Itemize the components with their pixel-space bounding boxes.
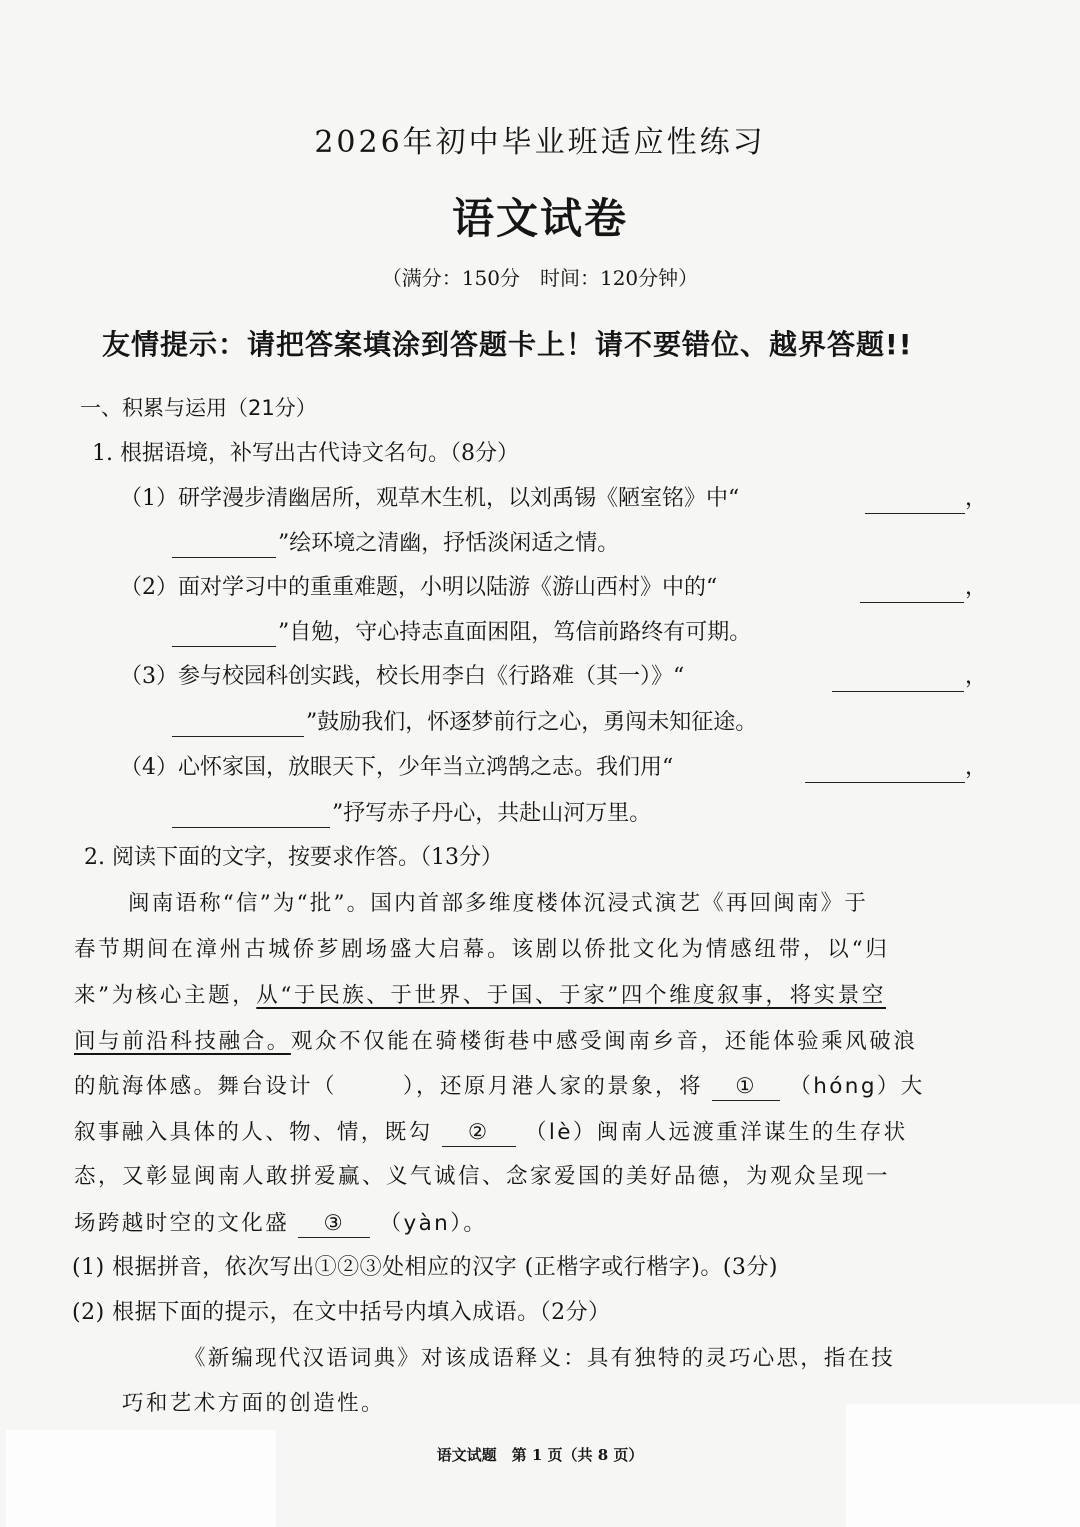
q1-item-3-line1 <box>120 666 684 688</box>
pinyin-yan: （yàn） <box>379 1211 464 1236</box>
q1-item-2-blank-b <box>172 645 276 647</box>
passage-line-4 <box>74 1031 918 1053</box>
blank-marker-1: ① <box>712 1075 780 1101</box>
subject-title: 语文试卷 <box>451 194 628 243</box>
q1-item-1-comma: ， <box>965 486 988 511</box>
section-heading: 一、积累与运用（21分） <box>80 396 317 420</box>
q1-item-1-line2: ”绘环境之清幽，抒恬淡闲适之情。 <box>278 531 620 556</box>
question-1-prompt: 1. 根据语境，补写出古代诗文名句。（8分） <box>92 441 519 466</box>
passage-line-3-start: 来”为核心主题， <box>74 983 257 1008</box>
scan-highlight-left <box>6 1430 276 1527</box>
passage-line-6-end: 闽南人远渡重洋谋生的生存状 <box>596 1120 908 1145</box>
passage-line-3 <box>74 985 886 1007</box>
q1-item-4-text: （4）心怀家国，放眼天下，少年当立鸿鹄之志。我们用“ <box>120 755 674 780</box>
q1-item-4-blank-b <box>172 826 330 828</box>
passage-line-6 <box>74 1121 908 1147</box>
passage-underlined-sentence-a: 从“于民族、于世界、于国、于家”四个维度叙事，将实景空 <box>256 983 886 1008</box>
score-time-info: （满分：150分 时间：120分钟） <box>381 266 699 290</box>
q1-item-2-line2: ”自勉，守心持志直面困阻，笃信前路终有可期。 <box>278 620 752 645</box>
idiom-hint-line-1: 《新编现代汉语词典》对该成语释义：具有独特的灵巧心思，指在技 <box>184 1346 896 1371</box>
passage-line-8 <box>74 1212 487 1238</box>
q2-subquestion-2: (2) 根据下面的提示，在文中括号内填入成语。（2分） <box>72 1300 611 1325</box>
scan-highlight-right <box>846 1404 1080 1527</box>
q1-item-4-line2: ”抒写赤子丹心，共赴山河万里。 <box>332 801 652 826</box>
q1-item-4-comma: ， <box>965 755 988 780</box>
q1-item-3-text: （3）参与校园科创实践，校长用李白《行路难（其一）》“ <box>120 664 685 689</box>
page-footer: 语文试题 第 1 页（共 8 页） <box>436 1446 644 1464</box>
blank-marker-3: ③ <box>298 1212 370 1238</box>
q1-item-2-line1 <box>120 577 717 599</box>
q2-subquestion-1: (1) 根据拼音，依次写出①②③处相应的汉字 (正楷字或行楷字)。(3分) <box>72 1255 778 1280</box>
passage-line-8-end: 。 <box>463 1211 488 1236</box>
friendly-reminder: 友情提示：请把答案填涂到答题卡上！请不要错位、越界答题!! <box>102 328 913 361</box>
passage-line-5-mid: ），还原月港人家的景象，将 <box>402 1074 703 1099</box>
q1-item-1-blank-a <box>865 512 965 514</box>
pinyin-le: （lè） <box>524 1120 597 1145</box>
passage-line-5-end: 大 <box>900 1074 925 1099</box>
q1-item-1-blank-b <box>172 556 276 558</box>
q1-item-3-blank-b <box>172 735 304 737</box>
q1-item-4-line1 <box>120 757 673 779</box>
question-2-prompt: 2. 阅读下面的文字，按要求作答。（13分） <box>84 845 503 870</box>
passage-line-4-rest: 观众不仅能在骑楼街巷中感受闽南乡音，还能体验乘风破浪 <box>290 1029 918 1054</box>
passage-line-6-start: 叙事融入具体的人、物、情，既勾 <box>74 1120 433 1145</box>
blank-marker-2: ② <box>442 1121 516 1147</box>
pinyin-hong: （hóng） <box>789 1074 901 1099</box>
idiom-hint-line-2: 巧和艺术方面的创造性。 <box>122 1391 385 1416</box>
passage-line-2: 春节期间在漳州古城侨芗剧场盛大启幕。该剧以侨批文化为情感纽带，以“归 <box>74 937 890 962</box>
q1-item-2-text: （2）面对学习中的重重难题，小明以陆游《游山西村》中的“ <box>120 575 718 600</box>
q1-item-1-line1 <box>120 488 739 510</box>
passage-underlined-sentence-b: 间与前沿科技融合。 <box>74 1029 291 1054</box>
q1-item-1-text: （1）研学漫步清幽居所，观草木生机，以刘禹锡《陋室铭》中“ <box>120 486 740 511</box>
q1-item-4-blank-a <box>805 781 965 783</box>
passage-line-8-start: 场跨越时空的文化盛 <box>74 1211 290 1236</box>
q1-item-3-line2: ”鼓励我们，怀逐梦前行之心，勇闯未知征途。 <box>306 710 758 735</box>
q1-item-2-comma: ， <box>965 575 988 600</box>
passage-line-5-start: 的航海体感。舞台设计（ <box>74 1074 337 1099</box>
passage-line-1: 闽南语称“信”为“批”。国内首部多维度楼体沉浸式演艺《再回闽南》于 <box>128 891 869 916</box>
q1-item-2-blank-a <box>860 601 964 603</box>
passage-line-7: 态，又彰显闽南人敢拼爱赢、义气诚信、念家爱国的美好品德，为观众呈现一 <box>74 1164 891 1189</box>
passage-line-5 <box>74 1075 925 1101</box>
q1-item-3-comma: ， <box>965 664 988 689</box>
q1-item-3-blank-a <box>832 690 964 692</box>
exam-title: 2026年初中毕业班适应性练习 <box>314 125 766 160</box>
